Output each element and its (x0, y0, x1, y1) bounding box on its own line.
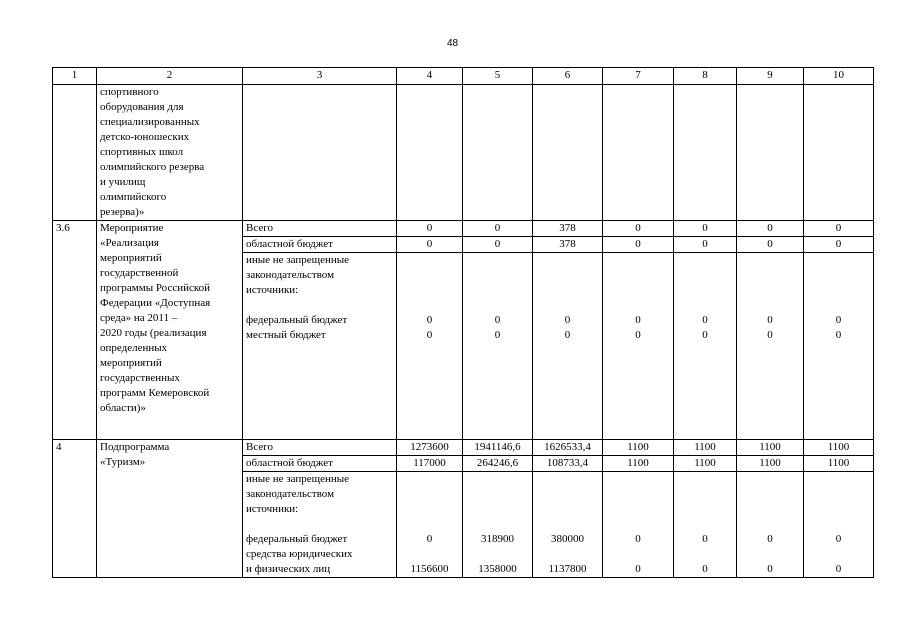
measure-name-cell (97, 221, 243, 440)
text-line: иные не запрещенные (246, 254, 350, 266)
value-cell: 1100 (603, 440, 674, 456)
text-line: законодательством (246, 488, 335, 500)
value-cell: 0 1156600 (397, 472, 463, 578)
value-cell: 1626533,4 (533, 440, 603, 456)
value-cell: 0 (804, 221, 874, 237)
text-line: спортивного (100, 86, 159, 98)
value-cell: 0 0 (674, 253, 737, 440)
value-cell: 1100 (804, 456, 874, 472)
value-cell: 108733,4 (533, 456, 603, 472)
value-cell: 0 0 (533, 253, 603, 440)
column-header: 8 (674, 68, 737, 85)
text-line: Мероприятие (100, 222, 164, 234)
text-line: «Туризм» (100, 456, 146, 468)
value-cell: 318900 1358000 (463, 472, 533, 578)
value-cell: 378 (533, 221, 603, 237)
measure-name-cell (97, 440, 243, 578)
value-cell: 264246,6 (463, 456, 533, 472)
text-line: «Реализация (100, 237, 159, 249)
source-label: Всего (243, 221, 397, 237)
text-line: Подпрограмма (100, 441, 170, 453)
text-line: государственных (100, 372, 180, 384)
column-header: 2 (97, 68, 243, 85)
text-line: программ Кемеровской (100, 387, 210, 399)
text-line: федеральный бюджет (246, 533, 348, 545)
text-line: и физических лиц (246, 563, 331, 575)
budget-table (52, 67, 874, 578)
value-cell: 0 (674, 221, 737, 237)
value-cell: 1100 (674, 440, 737, 456)
value-cell: 1100 (674, 456, 737, 472)
value-cell: 0 (397, 237, 463, 253)
source-label: областной бюджет (243, 456, 397, 472)
text-line: Федерации «Доступная (100, 297, 211, 309)
text-line: 2020 годы (реализация (100, 327, 207, 339)
column-header: 7 (603, 68, 674, 85)
text-line: программы Российской (100, 282, 211, 294)
value-cell: 1100 (804, 440, 874, 456)
source-label (243, 253, 397, 440)
value-cell: 0 (397, 221, 463, 237)
column-header: 5 (463, 68, 533, 85)
value-cell: 1100 (603, 456, 674, 472)
value-cell: 0 0 (463, 253, 533, 440)
text-line: мероприятий (100, 252, 162, 264)
value-cell: 0 0 (603, 472, 674, 578)
page-number: 48 (446, 38, 459, 49)
value-cell: 0 0 (804, 472, 874, 578)
text-line: детско-юношеских (100, 131, 190, 143)
value-cell: 380000 1137800 (533, 472, 603, 578)
text-line: области)» (100, 402, 146, 414)
value-cell: 0 0 (737, 472, 804, 578)
value-cell: 1273600 (397, 440, 463, 456)
value-cell: 0 (804, 237, 874, 253)
column-header: 6 (533, 68, 603, 85)
value-cell: 0 0 (804, 253, 874, 440)
text-line: оборудования для (100, 101, 184, 113)
value-cell: 0 0 (737, 253, 804, 440)
value-cell: 0 (737, 221, 804, 237)
column-header: 3 (243, 68, 397, 85)
source-label (243, 472, 397, 578)
column-header: 10 (804, 68, 874, 85)
value-cell: 1100 (737, 456, 804, 472)
row-number: 3.6 (53, 221, 97, 440)
column-header: 1 (53, 68, 97, 85)
source-label: Всего (243, 440, 397, 456)
value-cell: 0 0 (603, 253, 674, 440)
value-cell: 0 (463, 221, 533, 237)
table-row (53, 221, 874, 237)
text-line: средства юридических (246, 548, 353, 560)
text-line: мероприятий (100, 357, 162, 369)
source-label: областной бюджет (243, 237, 397, 253)
value-cell: 0 (603, 237, 674, 253)
table-row (53, 440, 874, 456)
column-header: 9 (737, 68, 804, 85)
text-line: и училищ (100, 176, 146, 188)
value-cell: 0 (463, 237, 533, 253)
text-line: федеральный бюджет (246, 314, 348, 326)
text-line: источники: (246, 284, 299, 296)
text-line: среда» на 2011 – (100, 312, 178, 324)
value-cell: 117000 (397, 456, 463, 472)
value-cell: 1100 (737, 440, 804, 456)
measure-name-cell (97, 85, 243, 221)
text-line: спортивных школ (100, 146, 184, 158)
value-cell: 0 (737, 237, 804, 253)
text-line: резерва)» (100, 206, 145, 218)
value-cell: 0 0 (674, 472, 737, 578)
table-row (53, 85, 874, 221)
text-line: иные не запрещенные (246, 473, 350, 485)
value-cell: 378 (533, 237, 603, 253)
text-line: олимпийского (100, 191, 167, 203)
value-cell: 0 (603, 221, 674, 237)
value-cell: 1941146,6 (463, 440, 533, 456)
table-header-row (53, 68, 874, 85)
text-line: определенных (100, 342, 168, 354)
text-line: олимпийского резерва (100, 161, 205, 173)
text-line: государственной (100, 267, 179, 279)
value-cell: 0 0 (397, 253, 463, 440)
text-line: источники: (246, 503, 299, 515)
value-cell: 0 (674, 237, 737, 253)
text-line: законодательством (246, 269, 335, 281)
column-header: 4 (397, 68, 463, 85)
text-line: местный бюджет (246, 329, 326, 341)
text-line: специализированных (100, 116, 200, 128)
row-number: 4 (53, 440, 97, 578)
